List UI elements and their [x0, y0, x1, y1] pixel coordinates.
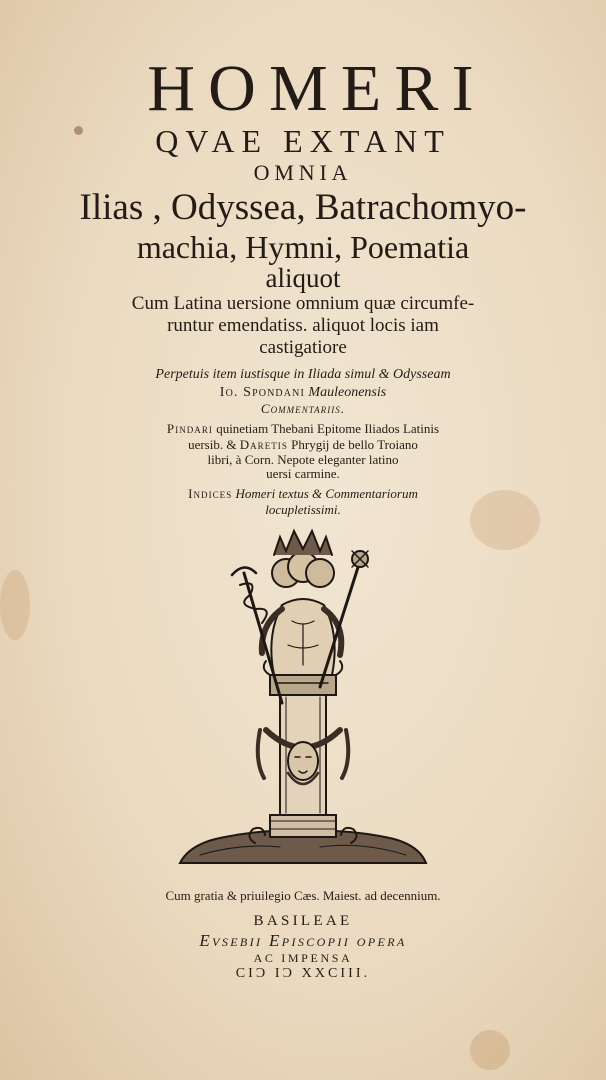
works-line-3: aliquot: [265, 263, 341, 293]
imprint-printer: Evsebii Episcopii opera: [199, 931, 407, 950]
subtitle-omnia: OMNIA: [253, 160, 353, 185]
pindar-line-4: uersi carmine.: [266, 466, 340, 481]
author-spondanus: Io. Spondani: [219, 385, 305, 400]
indices-word: Indices: [188, 486, 233, 501]
works-line-1: Ilias , Odyssea, Batrachomyo-: [79, 187, 527, 228]
dares-name: Daretis: [239, 437, 288, 452]
latin-line-2: runtur emendatiss. aliquot locis iam: [167, 315, 439, 336]
printer-device-woodcut-icon: [170, 525, 436, 880]
imprint-impensa: AC IMPENSA: [253, 951, 353, 965]
latin-line-1: Cum Latina uersione omnium quæ circumfe-: [131, 293, 475, 314]
subtitle-quae-extant: QVAE EXTANT: [155, 123, 451, 159]
pindar-line-1: [0, 421, 606, 437]
indices-line-2: locupletissimi.: [265, 502, 341, 517]
imprint-city: BASILEAE: [253, 913, 353, 929]
latin-line-3: castigatiore: [259, 337, 347, 358]
pindar-line-3: libri, à Corn. Nepote eleganter latino: [207, 452, 399, 467]
works-line-2: machia, Hymni, Poematia: [136, 229, 470, 265]
pindar-text: quinetiam Thebani Epitome Iliados Latinis: [216, 421, 440, 436]
indices-line-1: [0, 486, 606, 502]
foxing-stain: [0, 570, 30, 640]
pindar-line-2: [0, 437, 606, 453]
pindar-text-start: uersib. &: [188, 437, 237, 452]
dares-text: Phrygij de bello Troiano: [291, 437, 418, 452]
commentary-line-2: [0, 384, 606, 402]
author-origin: Mauleonensis: [308, 385, 387, 400]
commentary-line-1: Perpetuis item iustisque in Iliada simul & Odysseam: [155, 367, 451, 382]
privilege-line: Cum gratia & priuilegio Cæs. Maiest. ad decennium.: [165, 888, 441, 903]
indices-text: Homeri textus & Commentariorum: [235, 486, 418, 501]
imprint-date: CIƆ IƆ XXCIII.: [235, 966, 371, 981]
commentary-line-3: Commentariis.: [260, 401, 346, 416]
pindar-name: Pindari: [166, 421, 213, 436]
main-title: HOMERI: [147, 52, 487, 125]
foxing-stain: [470, 1030, 510, 1070]
